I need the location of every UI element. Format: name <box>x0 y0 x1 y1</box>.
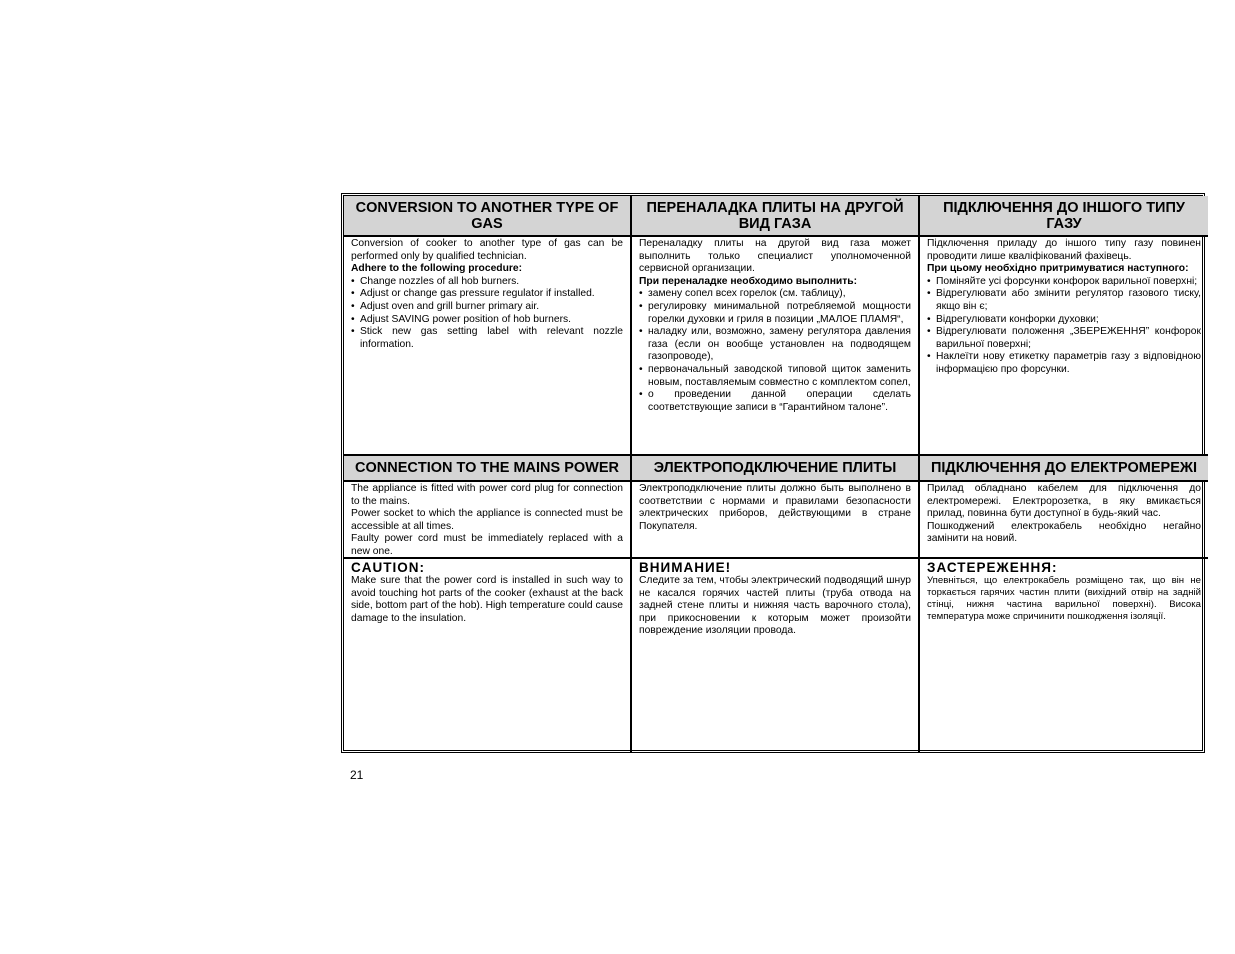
list-item: • Change nozzles of all hob burners. <box>351 276 623 289</box>
list-item: • Поміняйте усі форсунки конфорок варильної поверхні; <box>927 276 1201 289</box>
manual-table <box>341 193 1205 753</box>
page-number: 21 <box>350 768 364 782</box>
mains-body-ru <box>632 482 920 559</box>
caution-body-uk <box>920 559 1208 753</box>
caution-title-uk: ЗАСТЕРЕЖЕННЯ: <box>927 560 1058 575</box>
conversion-body-en <box>344 237 632 456</box>
mains-header-uk: ПІДКЛЮЧЕННЯ ДО ЕЛЕКТРОМЕРЕЖІ <box>920 456 1208 482</box>
conversion-intro-en: Conversion of cooker to another type of gas can be performed only by qualified technician. <box>351 238 623 262</box>
mains-text-uk: Пошкоджений електрокабель необхідно негайно замінити на новий. <box>927 520 1201 545</box>
caution-title-en: CAUTION: <box>351 560 425 575</box>
caution-text-ru: Следите за тем, чтобы электрический подводящий шнур не касался горячих частей плиты (труба отвода на задней стене плиты и нижняя часть варочного стола), при прикосновении к которым может произойти повреждение изоляции провода. <box>639 575 911 637</box>
mains-text-en: The appliance is fitted with power cord plug for connection to the mains. <box>351 483 623 507</box>
conversion-header-uk: ПІДКЛЮЧЕННЯ ДО ІНШОГО ТИПУ ГАЗУ <box>920 196 1208 237</box>
list-item: • замену сопел всех горелок (см. таблицу), <box>639 288 911 301</box>
conversion-steps-en <box>351 276 623 352</box>
list-item: • о проведении данной операции сделать соответствующие записи в “Гарантийном талоне”. <box>639 389 911 414</box>
list-item: • Відрегулювати конфорки духовки; <box>927 314 1201 327</box>
list-item: • наладку или, возможно, замену регулятора давления газа (если он вообще установлен на подводящем газопроводе), <box>639 326 911 364</box>
conversion-intro-ru: Переналадку плиты на другой вид газа может выполнить только специалист уполномоченной сервисной организации. <box>639 238 911 275</box>
conversion-body-ru <box>632 237 920 456</box>
list-item: • регулировку минимальной потребляемой мощности горелки духовки и гриля в позиции „МАЛОЕ ПЛАМЯ“, <box>639 301 911 326</box>
list-item: • Відрегулювати або змінити регулятор газового тиску, якщо він є; <box>927 288 1201 313</box>
conversion-header-en: CONVERSION TO ANOTHER TYPE OF GAS <box>344 196 632 237</box>
mains-text-en: Faulty power cord must be immediately replaced with a new one. <box>351 533 623 557</box>
conversion-intro-uk: Підключення приладу до іншого типу газу повинен проводити лише кваліфікований фахівець. <box>927 238 1201 262</box>
list-item: • Adjust oven and grill burner primary air. <box>351 301 623 314</box>
conversion-lead-uk: При цьому необхідно притримуватися наступного: <box>927 263 1189 275</box>
conversion-lead-ru: При переналадке необходимо выполнить: <box>639 275 858 287</box>
conversion-steps-ru <box>639 288 911 414</box>
caution-body-ru <box>632 559 920 753</box>
mains-text-ru: Электроподключение плиты должно быть выполнено в соответствии с нормами и правилами безопасности электрических приборов, действующими в стране Покупателя. <box>639 483 911 532</box>
caution-body-en <box>344 559 632 753</box>
list-item: • Adjust or change gas pressure regulator if installed. <box>351 288 623 301</box>
mains-header-en: CONNECTION TO THE MAINS POWER <box>344 456 632 482</box>
mains-text-uk: Прилад обладнано кабелем для підключення до електромережі. Електророзетка, в яку вмикається прилад, повинна бути доступної в будь-який час. <box>927 483 1201 520</box>
mains-body-en <box>344 482 632 559</box>
mains-header-ru: ЭЛЕКТРОПОДКЛЮЧЕНИЕ ПЛИТЫ <box>632 456 920 482</box>
caution-text-en: Make sure that the power cord is installed in such way to avoid touching hot parts of the cooker (exhaust at the back side, bottom part of the hob). High temperature could cause damage to the insulation. <box>351 575 623 624</box>
caution-text-uk: Упевніться, що електрокабель розміщено так, що він не торкається гарячих частин плити (вихідний отвір на задній стінці, нижня частина варильної поверхні). Висока температура може спричинити пошкодження ізоляції. <box>927 575 1201 622</box>
conversion-steps-uk <box>927 276 1201 377</box>
conversion-body-uk <box>920 237 1208 456</box>
mains-body-uk <box>920 482 1208 559</box>
list-item: • Наклеїти нову етикетку параметрів газу з відповідною інформацією про форсунки. <box>927 351 1201 376</box>
list-item: • первоначальный заводской типовой щиток заменить новым, поставляемым совместно с комплектом сопел, <box>639 364 911 389</box>
list-item: • Adjust SAVING power position of hob burners. <box>351 314 623 327</box>
conversion-header-ru: ПЕРЕНАЛАДКА ПЛИТЫ НА ДРУГОЙ ВИД ГАЗА <box>632 196 920 237</box>
conversion-lead-en: Adhere to the following procedure: <box>351 263 523 275</box>
list-item: • Відрегулювати положення „ЗБЕРЕЖЕННЯ” конфорок варильної поверхні; <box>927 326 1201 351</box>
list-item: • Stick new gas setting label with relevant nozzle information. <box>351 326 623 351</box>
mains-text-en: Power socket to which the appliance is connected must be accessible at all times. <box>351 508 623 532</box>
caution-title-ru: ВНИМАНИЕ! <box>639 560 732 575</box>
